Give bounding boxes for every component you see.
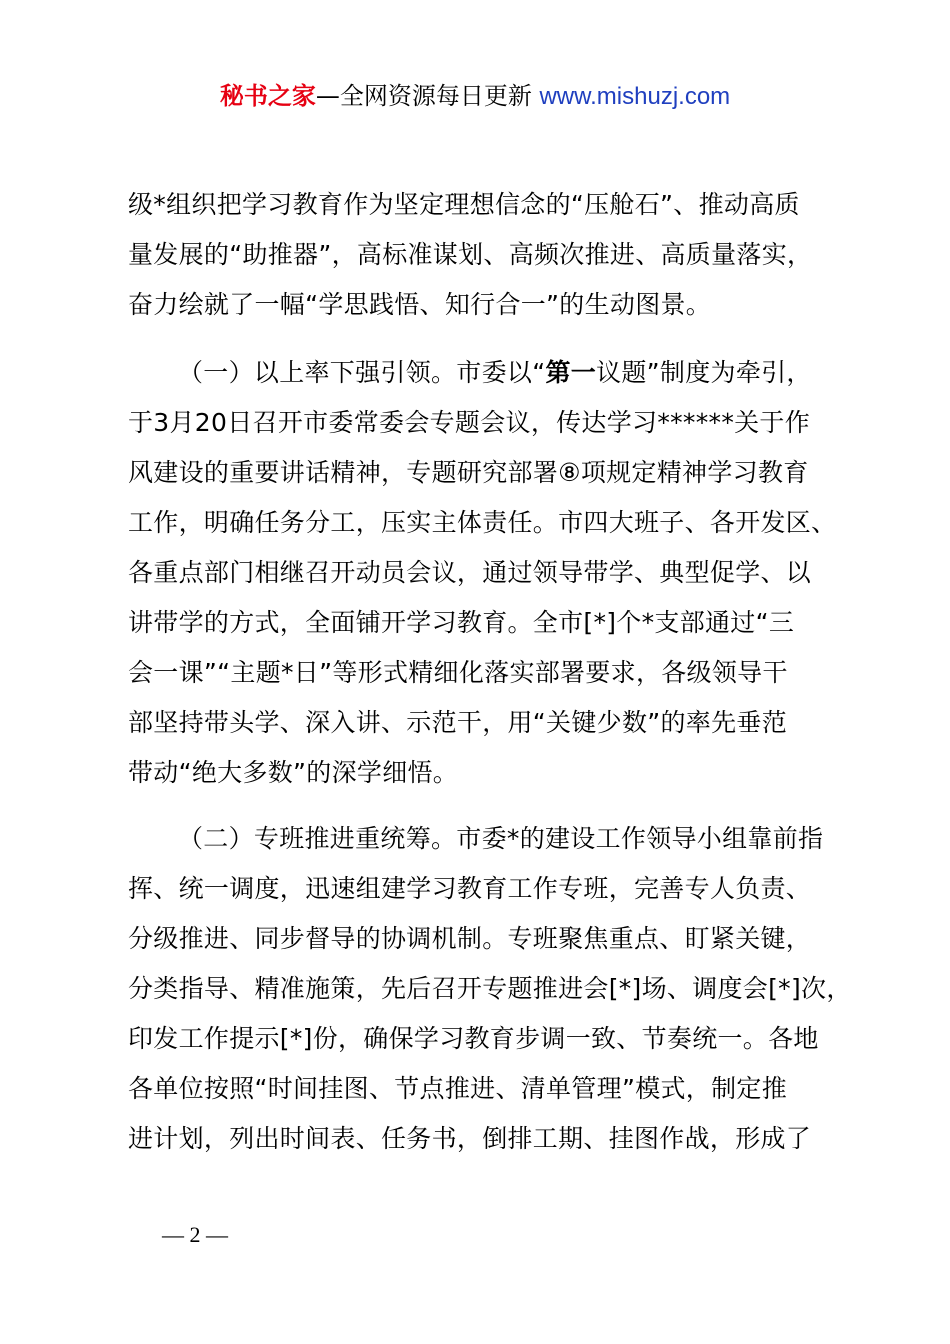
header-tagline: —全网资源每日更新 [315, 82, 540, 110]
text-line: 进计划，列出时间表、任务书，倒排工期、挂图作战，形成了 [128, 1124, 812, 1153]
text-line: 量发展的“助推器”，高标准谋划、高频次推进、高质量落实， [128, 240, 813, 269]
section-heading-line [178, 348, 812, 398]
text-line: 挥、统一调度，迅速组建学习教育工作专班，完善专人负责、 [128, 874, 812, 903]
section-one-intro: （一）以上率下强引领。市委以“ [178, 358, 546, 387]
site-header [0, 80, 950, 113]
text-line: 会一课”“主题*日”等形式精细化落实部署要求，各级领导干 [128, 658, 788, 687]
section-heading-line: （二）专班推进重统筹。市委*的建设工作领导小组靠前指 [178, 824, 824, 853]
text-line: 各单位按照“时间挂图、节点推进、清单管理”模式，制定推 [128, 1074, 788, 1103]
text-line: 级*组织把学习教育作为坚定理想信念的“压舱石”、推动高质 [128, 190, 800, 219]
site-url[interactable]: www.mishuzj.com [539, 83, 731, 110]
text-line: 于3月20日召开市委常委会专题会议，传达学习******关于作 [128, 408, 811, 437]
section-one-intro-rest: 议题”制度为牵引， [596, 358, 812, 387]
text-line: 奋力绘就了一幅“学思践悟、知行合一”的生动图景。 [128, 290, 712, 319]
text-line: 带动“绝大多数”的深学细悟。 [128, 758, 459, 787]
text-line: 讲带学的方式，全面铺开学习教育。全市[*]个*支部通过“三 [128, 608, 795, 637]
text-line: 分类指导、精准施策，先后召开专题推进会[*]场、调度会[*]次， [128, 974, 852, 1003]
brand-name: 秘书之家 [219, 82, 316, 110]
text-line: 工作，明确任务分工，压实主体责任。市四大班子、各开发区、 [128, 508, 837, 537]
text-line: 各重点部门相继召开动员会议，通过领导带学、典型促学、以 [128, 558, 812, 587]
text-line: 印发工作提示[*]份，确保学习教育步调一致、节奏统一。各地 [128, 1024, 819, 1053]
text-line: 分级推进、同步督导的协调机制。专班聚焦重点、盯紧关键， [128, 924, 812, 953]
bold-emphasis: 第一 [545, 358, 597, 387]
text-line: 部坚持带头学、深入讲、示范干，用“关键少数”的率先垂范 [128, 708, 788, 737]
page-number: — 2 — [162, 1222, 228, 1247]
text-line: 风建设的重要讲话精神，专题研究部署⑧项规定精神学习教育 [128, 458, 809, 487]
